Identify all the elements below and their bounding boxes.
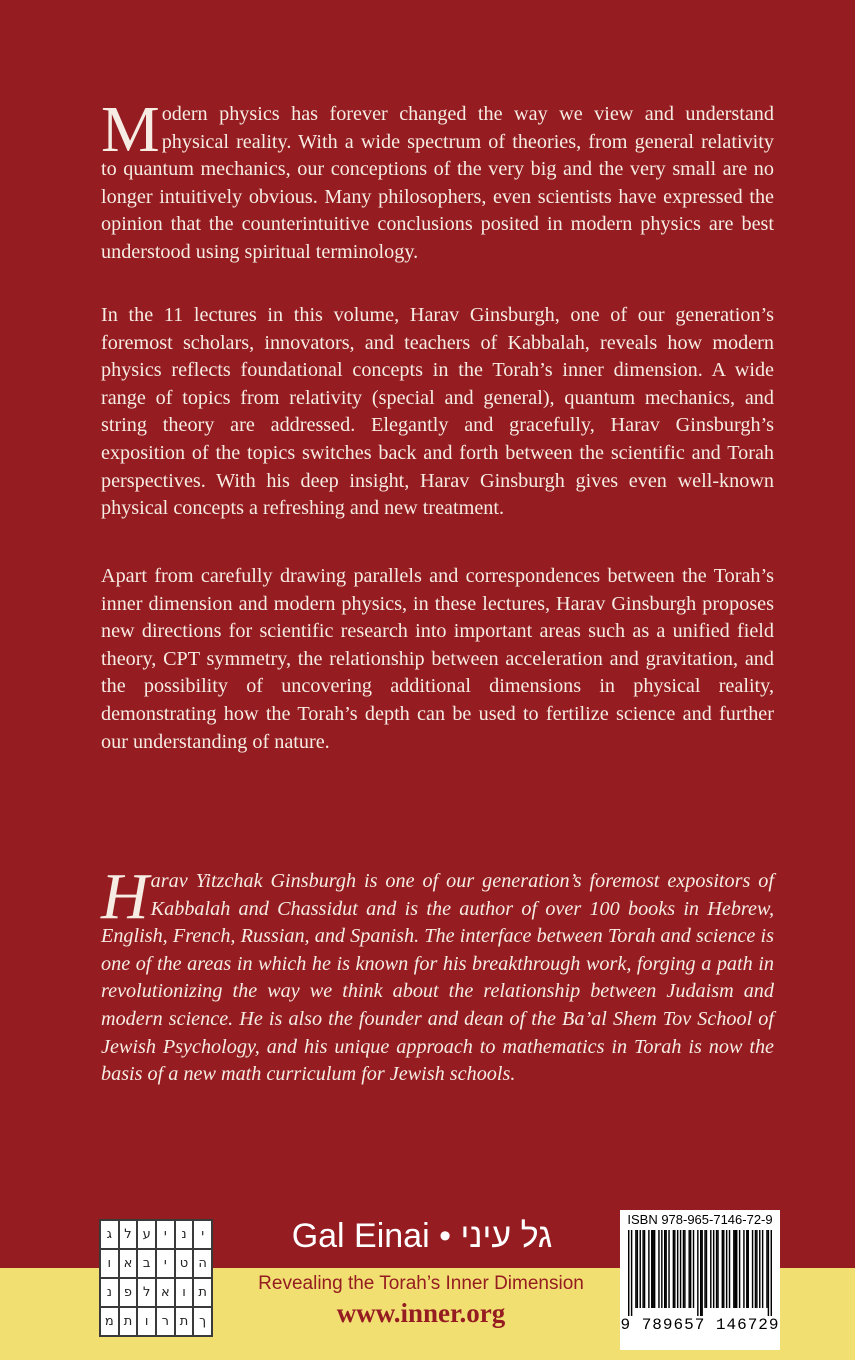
logo-letter-cell: א (119, 1249, 138, 1278)
isbn-barcode (620, 1210, 780, 1350)
barcode-bar (690, 1230, 691, 1308)
barcode-bar (739, 1230, 740, 1308)
barcode-bar (677, 1230, 678, 1308)
barcode-bar (771, 1230, 772, 1316)
barcode-bar (673, 1230, 674, 1308)
logo-letter-cell: פ (119, 1278, 138, 1307)
barcode-bar (665, 1230, 666, 1308)
barcode-bar (674, 1230, 675, 1308)
logo-letter-cell: ו (175, 1278, 194, 1307)
barcode-bar (752, 1230, 753, 1308)
barcode-bar (631, 1230, 632, 1316)
barcode-bar (735, 1230, 736, 1308)
barcode-bar (668, 1230, 669, 1308)
barcode-bar (693, 1230, 694, 1308)
drop-cap: M (101, 93, 160, 166)
barcode-bar (637, 1230, 638, 1308)
intro-paragraph (101, 93, 774, 267)
barcode-bar (713, 1230, 714, 1308)
barcode-bar (768, 1230, 769, 1316)
logo-letter-cell: ר (156, 1307, 175, 1336)
barcode-bar (652, 1230, 653, 1308)
barcode-bar (726, 1230, 727, 1308)
isbn-text: ISBN 978-965-7146-72-9 (627, 1212, 773, 1227)
barcode-bar (755, 1230, 756, 1308)
barcode-bar (684, 1230, 685, 1308)
barcode-bar (640, 1230, 641, 1308)
barcode-bar (642, 1230, 643, 1308)
logo-letter-cell: ב (137, 1249, 156, 1278)
author-bio (101, 860, 774, 1089)
logo-letter-cell: נ (100, 1278, 119, 1307)
barcode-bar (706, 1230, 707, 1308)
logo-letter-cell: נ (175, 1220, 194, 1249)
barcode-bar (746, 1230, 747, 1308)
barcode-bar (716, 1230, 717, 1308)
barcode-bar (766, 1230, 767, 1308)
barcode-bar (628, 1230, 629, 1316)
barcode-bar (710, 1230, 711, 1308)
logo-letter-cell: ל (119, 1220, 138, 1249)
logo-letter-cell: י (193, 1220, 212, 1249)
barcode-bar (743, 1230, 744, 1308)
publisher-tagline: Revealing the Torah’s Inner Dimension (258, 1273, 584, 1294)
logo-letter-cell: ע (137, 1220, 156, 1249)
barcode-bar (723, 1230, 724, 1308)
barcode-bars (628, 1230, 772, 1316)
barcode-bar (658, 1230, 659, 1308)
barcode-bar (759, 1230, 760, 1308)
logo-letter-cell: ג (100, 1220, 119, 1249)
logo-letter-cell: ל (137, 1278, 156, 1307)
bio-drop-cap: H (101, 860, 149, 933)
logo-letter-cell: מ (100, 1307, 119, 1336)
barcode-bar (688, 1230, 689, 1308)
logo-letter-cell: ך (193, 1307, 212, 1336)
barcode-bar (648, 1230, 649, 1308)
barcode-bar (664, 1230, 665, 1308)
barcode-bar (701, 1230, 702, 1316)
logo-letter-cell: ט (175, 1249, 194, 1278)
barcode-bar (700, 1230, 701, 1316)
barcode-bar (748, 1230, 749, 1308)
logo-letter-cell: א (156, 1278, 175, 1307)
barcode-bar (651, 1230, 652, 1308)
barcode-bar (722, 1230, 723, 1308)
barcode-bar (729, 1230, 730, 1308)
logo-letter-cell: י (156, 1249, 175, 1278)
logo-letter-cell: ת (175, 1307, 194, 1336)
barcode-bar (680, 1230, 681, 1308)
author-bio-text: arav Yitzchak Ginsburgh is one of our generation’s foremost expositors of Kabbalah and Chassidut and is the author of over 100 books in Hebrew, English, French, Russian, and Spanish. The interface between Torah and science is one of the areas in which he is known for his breakthrough work, forging a path in revolutionizing the way we think about the relationship between Judaism and modern science. He is also the founder and dean of the Ba’al Shem Tov School of Jewish Psychology, and his unique approach to mathematics in Torah is now the basis of a new math curriculum for Jewish schools. (101, 870, 774, 1086)
lectures-paragraph: In the 11 lectures in this volume, Harav Ginsburgh, one of our generation’s foremost scholars, innovators, and teachers of Kabbalah, reveals how modern physics reflects foundational concepts in the Torah’s inner dimension. A wide range of topics from relativity (special and general), quantum mechanics, and string theory are addressed. Elegantly and gracefully, Harav Ginsburgh’s exposition of the topics switches back and forth between the scientific and Torah perspectives. With his deep insight, Harav Ginsburgh gives even well-known physical concepts a refreshing and new treatment. (101, 304, 774, 520)
barcode-bar (704, 1230, 705, 1308)
barcode-bar (736, 1230, 737, 1308)
barcode-bar (661, 1230, 662, 1308)
logo-letter-cell: ו (137, 1307, 156, 1336)
barcode-bar (635, 1230, 636, 1308)
research-paragraph: Apart from carefully drawing parallels and correspondences between the Torah’s inner dimension and modern physics, in these lectures, Harav Ginsburgh proposes new directions for scientific research into important areas such as a unified field theory, CPT symmetry, the relationship between acceleration and gravitation, and the possibility of uncovering additional dimensions in physical reality, demonstrating how the Torah’s depth can be used to fertilize science and further our understanding of nature. (101, 565, 774, 753)
barcode-digits: 9 789657 146729 (620, 1316, 780, 1334)
barcode-bar (733, 1230, 734, 1308)
logo-letter-cell: ה (193, 1249, 212, 1278)
barcode-bar (683, 1230, 684, 1308)
logo-letter-cell: ו (100, 1249, 119, 1278)
logo-letter-cell: ת (119, 1307, 138, 1336)
barcode-bar (654, 1230, 655, 1308)
barcode-bar (762, 1230, 763, 1308)
publisher-website: www.inner.org (336, 1298, 506, 1328)
logo-letter-cell: י (156, 1220, 175, 1249)
logo-letter-cell: ת (193, 1278, 212, 1307)
barcode-bar (644, 1230, 645, 1308)
hebrew-letter-grid-logo (99, 1219, 213, 1337)
barcode-bar (697, 1230, 698, 1316)
publisher-name: Gal Einai • גל עיני (291, 1217, 553, 1255)
barcode-bar (756, 1230, 757, 1308)
barcode-bar (717, 1230, 718, 1308)
intro-paragraph-text: odern physics has forever changed the way we view and understand physical reality. With a wide spectrum of theories, from general relativity to quantum mechanics, our conceptions of the very big and the very small are no longer intuitively obvious. Many philosophers, even scientists have expressed the opinion that the counterintuitive conclusions posited in modern physics are best understood using spiritual terminology. (101, 103, 774, 263)
